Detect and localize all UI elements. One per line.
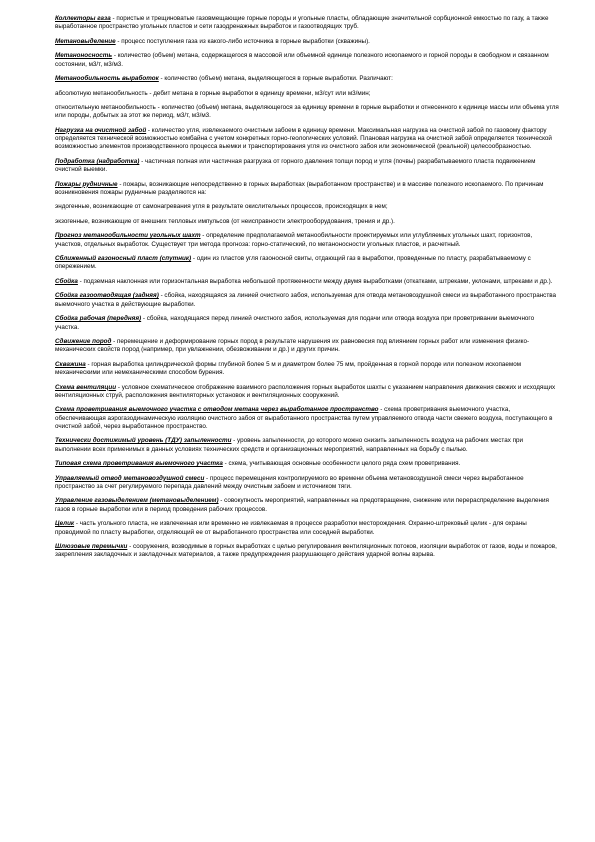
glossary-definition: - один из пластов угля газоносной свиты, отдающий газ в выработки, проведенные по пласту, разрабатываемому с опережением. <box>55 255 531 271</box>
glossary-entry <box>55 52 559 69</box>
glossary-term: Схема проветривания выемочного участка с отводом метана через выработанное пространство <box>55 406 379 414</box>
glossary-definition: - совокупность мероприятий, направленных на предотвращение, снижение или перераспределение выделения газов в горные выработки или в период проведения рабочих процессов. <box>55 497 549 513</box>
glossary-definition: экзогенные, возникающие от внешних тепловых импульсов (от неисправности электрооборудования, трения и др.). <box>55 217 395 225</box>
glossary-list <box>55 15 559 560</box>
glossary-term: Скважина <box>55 360 86 368</box>
glossary-entry <box>55 520 559 537</box>
glossary-definition: эндогенные, возникающие от самонагревания угля в результате окислительных процессов, происходящих в нем; <box>55 203 388 211</box>
glossary-entry <box>55 203 559 211</box>
glossary-term: Шлюзовые перемычки <box>55 543 128 551</box>
glossary-entry <box>55 104 559 121</box>
glossary-entry <box>55 475 559 492</box>
glossary-entry <box>55 543 559 560</box>
glossary-entry <box>55 406 559 431</box>
glossary-definition: - количество (объем) метана, содержащегося в массовой или объемной единице полезного ископаемого и горной породы в свободном и связанном состоянии, м3/т, м3/м3. <box>55 52 549 68</box>
glossary-entry <box>55 384 559 401</box>
glossary-term: Схема вентиляции <box>55 383 117 391</box>
glossary-definition: абсолютную метанообильность - дебит метана в горные выработки в единицу времени, м3/сут или м3/мин; <box>55 89 371 97</box>
glossary-entry <box>55 292 559 309</box>
glossary-definition: - количество (объем) метана, выделяющегося в горные выработки. Различают: <box>158 75 393 83</box>
glossary-entry <box>55 361 559 378</box>
glossary-term: Управление газовыделением (метановыделением) <box>55 497 219 505</box>
glossary-term: Сбойка газоотводящая (задняя) <box>55 292 159 300</box>
glossary-definition: - горная выработка цилиндрической формы глубиной более 5 м и диаметром более 75 мм, пройденная в горной породе или полезном ископаемом механическими или немеханическими способом бурения. <box>55 360 522 377</box>
glossary-entry <box>55 15 559 32</box>
glossary-definition: - определение предполагаемой метанообильности проектируемых или углубляемых угольных шахт, горизонтов, участков, отдельных выработок. Существует три метода прогноза: горно-статический, по метаноносности угольных пластов, и расчетный. <box>55 232 533 248</box>
glossary-term: Метановыделение <box>55 37 116 45</box>
glossary-entry <box>55 255 559 272</box>
glossary-entry <box>55 338 559 355</box>
glossary-term: Сбойка рабочая (передняя) <box>55 315 142 323</box>
glossary-term: Сбойка <box>55 277 78 285</box>
glossary-definition: - схема, учитывающая основные особенности целого ряда схем проветривания. <box>222 460 461 468</box>
glossary-definition: - пористые и трещиноватые газовмещающие горные породы и угольные пласты, обладающие значительной сорбционной емкостью по газу, а также выработанное пространство угольных пластов и сети газодренажных выработок и газоотводящих труб. <box>55 15 549 31</box>
glossary-definition: - сбойка, находящаяся за линией очистного забоя, используемая для отвода метановоздушной смеси из выработанного пространства выемочного участка в действующие выработки. <box>55 292 556 308</box>
glossary-term: Нагрузка на очистной забой <box>55 126 147 134</box>
glossary-definition: - процесс поступления газа из какого-либо источника в горные выработки (скважины). <box>115 37 370 45</box>
glossary-entry <box>55 75 559 83</box>
glossary-definition: относительную метанообильность - количество (объем) метана, выделяющегося за единицу времени в горные выработки и отнесенного к единице массы или объема угля или породы, добытых за этот же период, м3/т, м3/м3. <box>55 104 559 120</box>
glossary-definition: - уровень запыленности, до которого можно снизить запыленность воздуха на рабочих местах при выполнении всех применимых в данных условиях технических средств и организационных мероприятий, направленных на борьбу с пылью. <box>55 437 524 453</box>
glossary-term: Типовая схема проветривания выемочного участка <box>55 460 223 468</box>
glossary-term: Технически достижимый уровень (ТДУ) запыленности <box>55 437 232 445</box>
glossary-term: Подработка (надработка) <box>55 157 140 165</box>
glossary-entry <box>55 127 559 152</box>
glossary-definition: - сбойка, находящаяся перед линией очистного забоя, используемая для подачи или отвода воздуха при проветривании выемочного участка. <box>55 315 535 331</box>
glossary-entry <box>55 218 559 226</box>
glossary-term: Целик <box>55 520 75 528</box>
glossary-definition: - часть угольного пласта, не извлеченная или временно не извлекаемая в процессе разработки месторождения. Охранно-штрековый целик - для охраны проводимой по пласту выработки, отделяющий ее от выработанного пространства или соседней выработки. <box>55 520 527 536</box>
glossary-term: Коллекторы газа <box>55 15 111 22</box>
glossary-definition: - сооружения, возводимые в горных выработках с целью регулирования вентиляционных потоков, изоляции выработок от газов, воды и пожаров, закрепления закладочных и закладочных материалов, а также предупреждения разрушающего действия ударной волны взрыва. <box>55 543 557 559</box>
glossary-definition: - схема проветривания выемочного участка, обеспечивающая аэрогазодинамическую изоляцию очистного забоя от выработанного пространства путем управляемого отвода части свежего воздуха, поступающего в очистной забой, через выработанное пространство. <box>55 406 553 430</box>
glossary-term: Пожары рудничные <box>55 180 118 188</box>
glossary-term: Сдвижение пород <box>55 338 112 346</box>
glossary-entry <box>55 460 559 468</box>
glossary-entry <box>55 158 559 175</box>
glossary-entry <box>55 497 559 514</box>
glossary-term: Сближенный газоносный пласт (спутник) <box>55 255 192 263</box>
glossary-definition: - условное схематическое отображение взаимного расположения горных выработок шахты с указанием направления движения свежих и исходящих вентиляционных струй, расположения вентиляторных установок и вентиляционных сооружений. <box>55 383 556 399</box>
glossary-entry <box>55 437 559 454</box>
glossary-term: Управляемый отвод метановоздушной смеси <box>55 474 205 482</box>
glossary-entry <box>55 315 559 332</box>
glossary-entry <box>55 181 559 198</box>
glossary-term: Метаноносность <box>55 52 113 60</box>
glossary-definition: - частичная полная или частичная разгрузка от горного давления толщи пород и угля (почвы) разрабатываемого пласта подвижением очистной выемки. <box>55 157 536 174</box>
glossary-definition: - процесс перемещения контролируемого во времени объема метановоздушной смеси через выработанное пространство за счет регулируемого перепада давлений между очистным забоем и источником тяги. <box>55 474 524 490</box>
glossary-entry <box>55 278 559 286</box>
glossary-entry <box>55 90 559 98</box>
glossary-term: Прогноз метанообильности угольных шахт <box>55 232 201 240</box>
glossary-term: Метанообильность выработок <box>55 75 159 83</box>
glossary-definition: - количество угля, извлекаемого очистным забоем в единицу времени. Максимальная нагрузка на очистной забой по газовому фактору определяется технической возможностью комбайна с учетом конкретных горно-геологических условий. Плановая нагрузка на очистной забой определяется технической возможностью элементов производственного процесса выемки и транспортирования угля из очистного забоя или экономической (реальной) целесообразностью. <box>55 126 552 151</box>
glossary-entry <box>55 38 559 46</box>
glossary-definition: - подземная наклонная или горизонтальная выработка небольшой протяженности между двумя выработками (откатками, штреками, уклонами, штреками и др.). <box>77 277 553 285</box>
glossary-entry <box>55 232 559 249</box>
glossary-definition: - пожары, возникающие непосредственно в горных выработках (выработанном пространстве) и в массиве полезного ископаемого. По причинам возникновения пожары рудничные разделяются на: <box>55 180 544 196</box>
glossary-definition: - перемещение и деформирование горных пород в результате нарушения их равновесия под влиянием горных работ или изменения физико-механических свойств пород (например, при увлажнении, обезвоживании и др.) и других причин. <box>55 338 530 354</box>
